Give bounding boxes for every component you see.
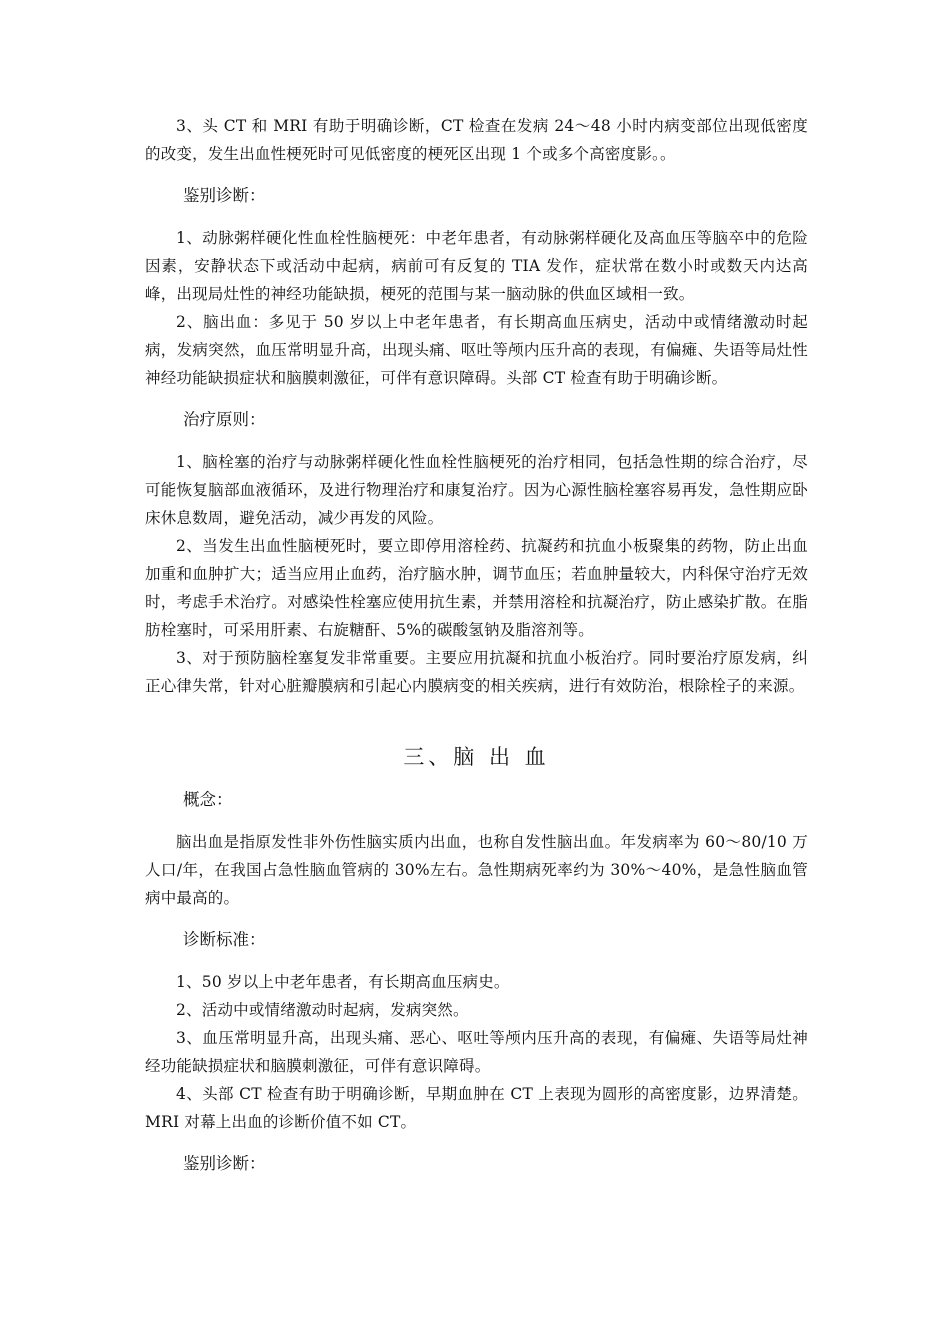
document-page: [145, 112, 808, 1192]
paragraph-diag-4: 4、头部 CT 检查有助于明确诊断，早期血肿在 CT 上表现为圆形的高密度影，边界清楚。MRI 对幕上出血的诊断价值不如 CT。: [145, 1085, 808, 1131]
heading-differential-diagnosis: 鉴别诊断：: [183, 186, 266, 205]
paragraph-diag-3: 3、血压常明显升高，出现头痛、恶心、呕吐等颅内压升高的表现，有偏瘫、失语等局灶神经功能缺损症状和脑膜刺激征，可伴有意识障碍。: [145, 1029, 808, 1075]
paragraph-diff-2: 2、脑出血：多见于 50 岁以上中老年患者，有长期高血压病史，活动中或情绪激动时起病，发病突然，血压常明显升高，出现头痛、呕吐等颅内压升高的表现，有偏瘫、失语等局灶性神经功能缺损症状和脑膜刺激征，可伴有意识障碍。头部 CT 检查有助于明确诊断。: [145, 313, 808, 387]
heading-differential-diagnosis-2: 鉴别诊断：: [183, 1154, 266, 1173]
paragraph-treat-3: 3、对于预防脑栓塞复发非常重要。主要应用抗凝和抗血小板治疗。同时要治疗原发病，纠正心律失常，针对心脏瓣膜病和引起心内膜病变的相关疾病，进行有效防治，根除栓子的来源。: [145, 649, 808, 695]
heading-diagnostic-criteria: 诊断标准：: [183, 930, 266, 949]
paragraph-treat-1: 1、脑栓塞的治疗与动脉粥样硬化性血栓性脑梗死的治疗相同，包括急性期的综合治疗，尽可能恢复脑部血液循环，及进行物理治疗和康复治疗。因为心源性脑栓塞容易再发，急性期应卧床休息数周，避免活动，减少再发的风险。: [145, 453, 808, 527]
paragraph-diff-1: 1、动脉粥样硬化性血栓性脑梗死：中老年患者，有动脉粥样硬化及高血压等脑卒中的危险因素，安静状态下或活动中起病，病前可有反复的 TIA 发作，症状常在数小时或数天内达高峰，出现局灶性的神经功能缺损，梗死的范围与某一脑动脉的供血区域相一致。: [145, 229, 808, 303]
paragraph-concept: 脑出血是指原发性非外伤性脑实质内出血，也称自发性脑出血。年发病率为 60～80/10 万人口/年，在我国占急性脑血管病的 30%左右。急性期病死率约为 30%～40%，是急性脑血管病中最高的。: [145, 833, 808, 907]
paragraph-treat-2: 2、当发生出血性脑梗死时，要立即停用溶栓药、抗凝药和抗血小板聚集的药物，防止出血加重和血肿扩大；适当应用止血药，治疗脑水肿，调节血压；若血肿量较大，内科保守治疗无效时，考虑手术治疗。对感染性栓塞应使用抗生素，并禁用溶栓和抗凝治疗，防止感染扩散。在脂肪栓塞时，可采用肝素、右旋糖酐、5%的碳酸氢钠及脂溶剂等。: [145, 537, 808, 639]
section-title: 三、脑 出 血: [403, 745, 550, 769]
paragraph-diag-2: 2、活动中或情绪激动时起病，发病突然。: [176, 1001, 469, 1019]
paragraph-ct-mri: 3、头 CT 和 MRI 有助于明确诊断，CT 检查在发病 24～48 小时内病变部位出现低密度的改变，发生出血性梗死时可见低密度的梗死区出现 1 个或多个高密度影。。: [145, 117, 808, 163]
heading-treatment-principles: 治疗原则：: [183, 410, 266, 429]
paragraph-diag-1: 1、50 岁以上中老年患者，有长期高血压病史。: [176, 973, 510, 991]
heading-concept: 概念：: [183, 790, 233, 809]
